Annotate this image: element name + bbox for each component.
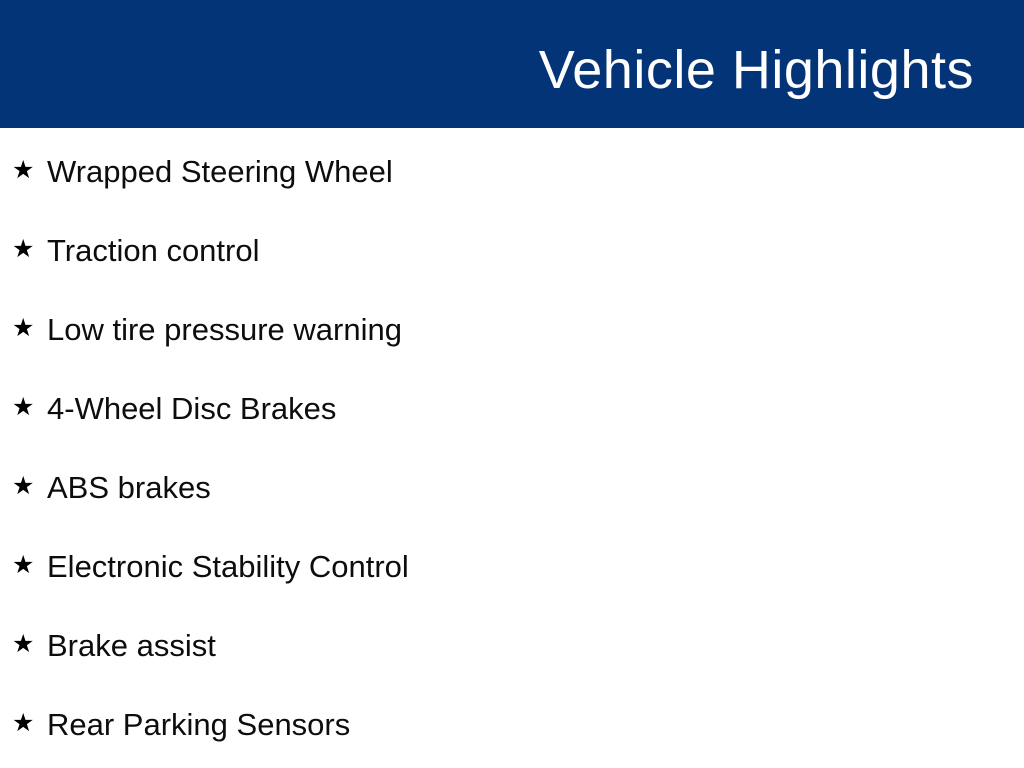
list-item: [0, 607, 1024, 686]
star-bullet-icon: ★: [12, 709, 35, 737]
vehicle-feature-list: [0, 133, 1024, 765]
star-bullet-icon: ★: [12, 551, 35, 579]
title-bar: [0, 0, 1024, 128]
star-bullet-icon: ★: [12, 393, 35, 421]
list-item: [0, 133, 1024, 212]
star-bullet-icon: ★: [12, 235, 35, 263]
list-item: [0, 449, 1024, 528]
list-item-label: Rear Parking Sensors: [47, 707, 351, 743]
list-item: [0, 528, 1024, 607]
list-item-label: ABS brakes: [47, 470, 211, 506]
list-item-label: Brake assist: [47, 628, 216, 664]
list-item-label: Electronic Stability Control: [47, 549, 409, 585]
star-bullet-icon: ★: [12, 630, 35, 658]
list-item-label: Wrapped Steering Wheel: [47, 154, 393, 190]
list-item: [0, 686, 1024, 765]
list-item-label: 4-Wheel Disc Brakes: [47, 391, 337, 427]
list-item-label: Traction control: [47, 233, 260, 269]
list-item: [0, 370, 1024, 449]
star-bullet-icon: ★: [12, 156, 35, 184]
list-item: [0, 212, 1024, 291]
list-item: [0, 291, 1024, 370]
star-bullet-icon: ★: [12, 314, 35, 342]
page-title: Vehicle Highlights: [538, 40, 974, 100]
list-item-label: Low tire pressure warning: [47, 312, 402, 348]
star-bullet-icon: ★: [12, 472, 35, 500]
